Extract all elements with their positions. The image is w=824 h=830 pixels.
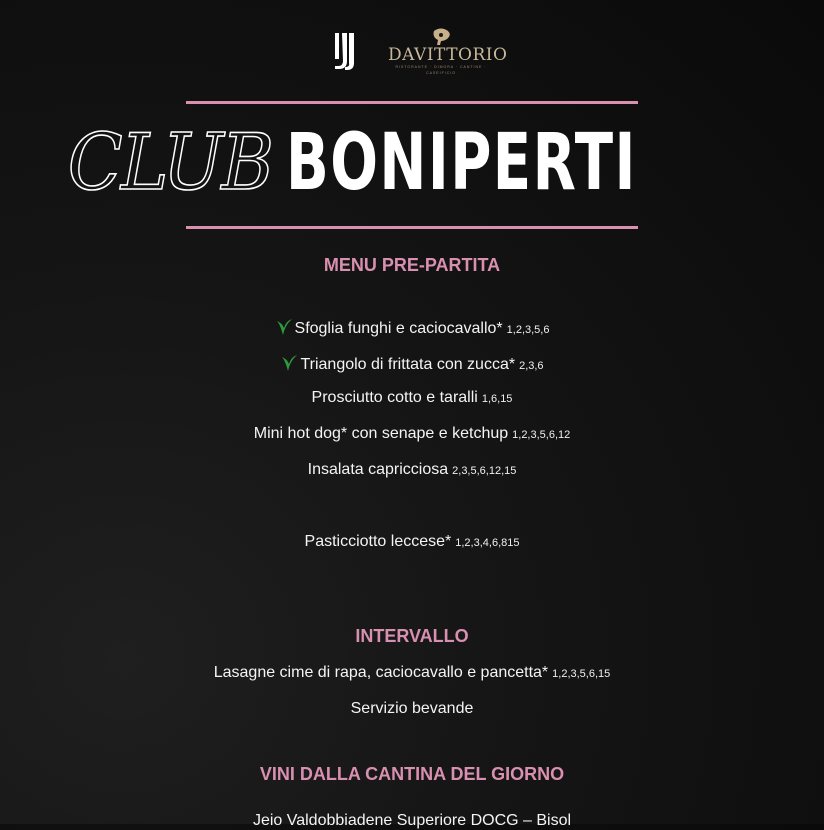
partner-tagline: RISTORANTE · DIMORA · CANTINE · CASEIFICIO — [395, 65, 487, 75]
davittorio-logo — [388, 28, 508, 76]
menu-item-name: Triangolo di frittata con zucca* — [300, 356, 516, 373]
page-title — [0, 118, 824, 208]
menu-item-name: Prosciutto cotto e taralli — [311, 389, 478, 406]
divider-top — [186, 101, 638, 104]
menu-item — [0, 664, 824, 682]
partner-name: DAVITTORIO — [388, 45, 508, 65]
davittorio-mark-icon — [430, 28, 452, 46]
allergen-codes: 1,2,3,5,6,12 — [512, 429, 571, 441]
title-bold: BONIPERTI — [286, 118, 638, 208]
menu-item — [0, 317, 824, 338]
vegetarian-leaf-icon — [275, 317, 293, 337]
juventus-logo-icon — [332, 31, 358, 71]
title-script: CLUB — [67, 118, 273, 208]
section-heading-vini: VINI DALLA CANTINA DEL GIORNO — [259, 764, 565, 784]
menu-item — [0, 533, 824, 551]
menu-item-name: Servizio bevande — [350, 700, 474, 717]
logo-bar — [0, 28, 824, 78]
menu-item — [0, 700, 824, 718]
section-heading-intervallo: INTERVALLO — [355, 626, 469, 646]
menu-item — [0, 389, 824, 407]
menu-item-name: Pasticciotto leccese* — [304, 533, 452, 550]
vegetarian-leaf-icon — [280, 353, 298, 373]
menu-item — [0, 353, 824, 374]
divider-bottom — [186, 226, 638, 229]
menu-item — [0, 425, 824, 443]
menu-item-name: Jeio Valdobbiadene Superiore DOCG – Bisol — [252, 812, 572, 829]
menu-item-name: Lasagne cime di rapa, caciocavallo e pancetta* — [213, 664, 549, 681]
allergen-codes: 2,3,5,6,12,15 — [452, 465, 517, 477]
allergen-codes: 1,6,15 — [481, 393, 513, 405]
allergen-codes: 1,2,3,4,6,815 — [455, 537, 520, 549]
menu-item-name: Sfoglia funghi e caciocavallo* — [294, 320, 503, 337]
menu-item-name: Insalata capricciosa — [307, 461, 449, 478]
allergen-codes: 1,2,3,5,6,15 — [552, 668, 611, 680]
allergen-codes: 2,3,6 — [519, 360, 544, 372]
menu-item — [0, 812, 824, 830]
allergen-codes: 1,2,3,5,6 — [506, 324, 550, 336]
menu-item — [0, 461, 824, 479]
section-heading-pre-partita: MENU PRE-PARTITA — [323, 255, 501, 275]
menu-item-name: Mini hot dog* con senape e ketchup — [253, 425, 509, 442]
